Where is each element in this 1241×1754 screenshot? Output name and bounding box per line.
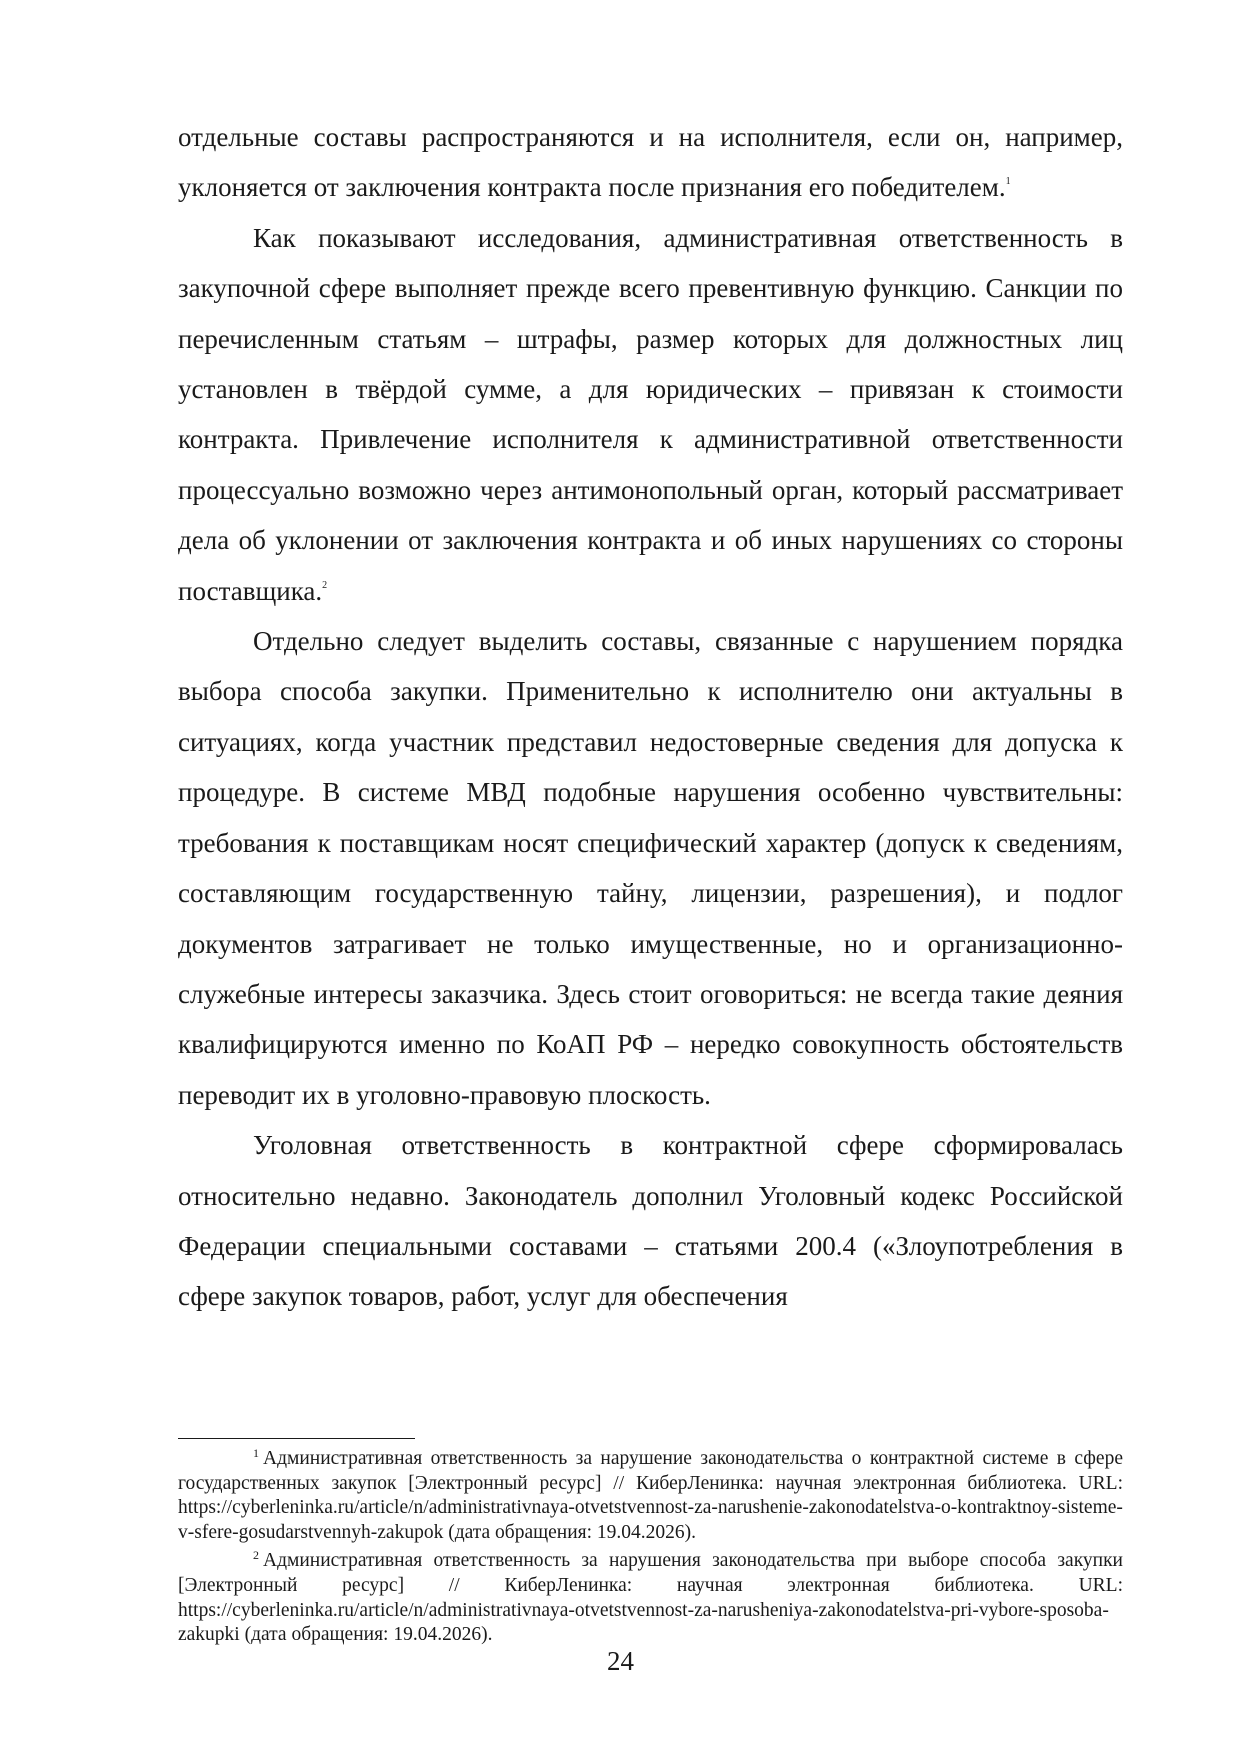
footnote-mark: 2	[253, 1548, 259, 1563]
paragraph-text: Уголовная ответственность в контрактной сфере сформировалась относительно недавно. Законодатель дополнил Уголовный кодекс Российской Федерации специальными составами – статьями 200.4 («Злоупотребления в сфере закупок товаров, работ, услуг для обеспечения	[178, 1130, 1123, 1312]
footnotes	[178, 1438, 1123, 1652]
footnote-text: Административная ответственность за нарушение законодательства о контрактной системе в сфере государственных закупок [Электронный ресурс] // КиберЛенинка: научная электронная библиотека. URL: https://cyberleninka.ru/article/n/administrativnaya-otvetstvennost-za-narushenie-zakonodatelstva-o-kontraktnoy-sisteme-v-sfere-gosudarstvennyh-zakupok (дата обращения: 19.04.2026).	[178, 1448, 1123, 1543]
footnote-text: Административная ответственность за нарушения законодательства при выборе способа закупки [Электронный ресурс] // КиберЛенинка: научная электронная библиотека. URL: https://cyberleninka.ru/article/n/administrativnaya-otvetstvennost-za-narusheniya-zakonodatelstva-pri-vybore-sposoba-zakupki (дата обращения: 19.04.2026).	[178, 1550, 1123, 1646]
footnote-mark: 1	[253, 1446, 259, 1460]
footnote-1	[178, 1447, 1123, 1545]
paragraph-text: отдельные составы распространяются и на исполнителя, если он, например, уклоняется от заключения контракта после признания его победителем.	[178, 122, 1123, 203]
paragraph-text: Как показывают исследования, административная ответственность в закупочной сфере выполняет прежде всего превентивную функцию. Санкции по перечисленным статьям – штрафы, размер которых для должностных лиц установлен в твёрдой сумме, а для юридических – привязан к стоимости контракта. Привлечение исполнителя к административной ответственности процессуально возможно через антимонопольный орган, который рассматривает дела об уклонении от заключения контракта и об иных нарушениях со стороны поставщика.	[178, 222, 1123, 606]
paragraph-3	[178, 616, 1123, 1120]
paragraph-text: Отдельно следует выделить составы, связанные с нарушением порядка выбора способа закупки. Применительно к исполнителю они актуальны в ситуациях, когда участник представил недостоверные сведения для допуска к процедуре. В системе МВД подобные нарушения особенно чувствительны: требования к поставщикам носят специфический характер (допуск к сведениям, составляющим государственную тайну, лицензии, разрешения), и подлог документов затрагивает не только имущественные, но и организационно-служебные интересы заказчика. Здесь стоит оговориться: не всегда такие деяния квалифицируются именно по КоАП РФ – нередко совокупность обстоятельств переводит их в уголовно-правовую плоскость.	[178, 626, 1123, 1110]
footnote-2	[178, 1549, 1123, 1647]
main-text	[178, 112, 1123, 1322]
page-body	[178, 112, 1123, 1322]
paragraph-4	[178, 1120, 1123, 1322]
paragraph-1	[178, 112, 1123, 213]
paragraph-2	[178, 213, 1123, 616]
page-number: 24	[607, 1646, 634, 1676]
footnote-reference[interactable]: 1	[1005, 176, 1011, 188]
footnote-reference[interactable]: 2	[322, 579, 328, 591]
footnote-separator	[178, 1438, 415, 1439]
